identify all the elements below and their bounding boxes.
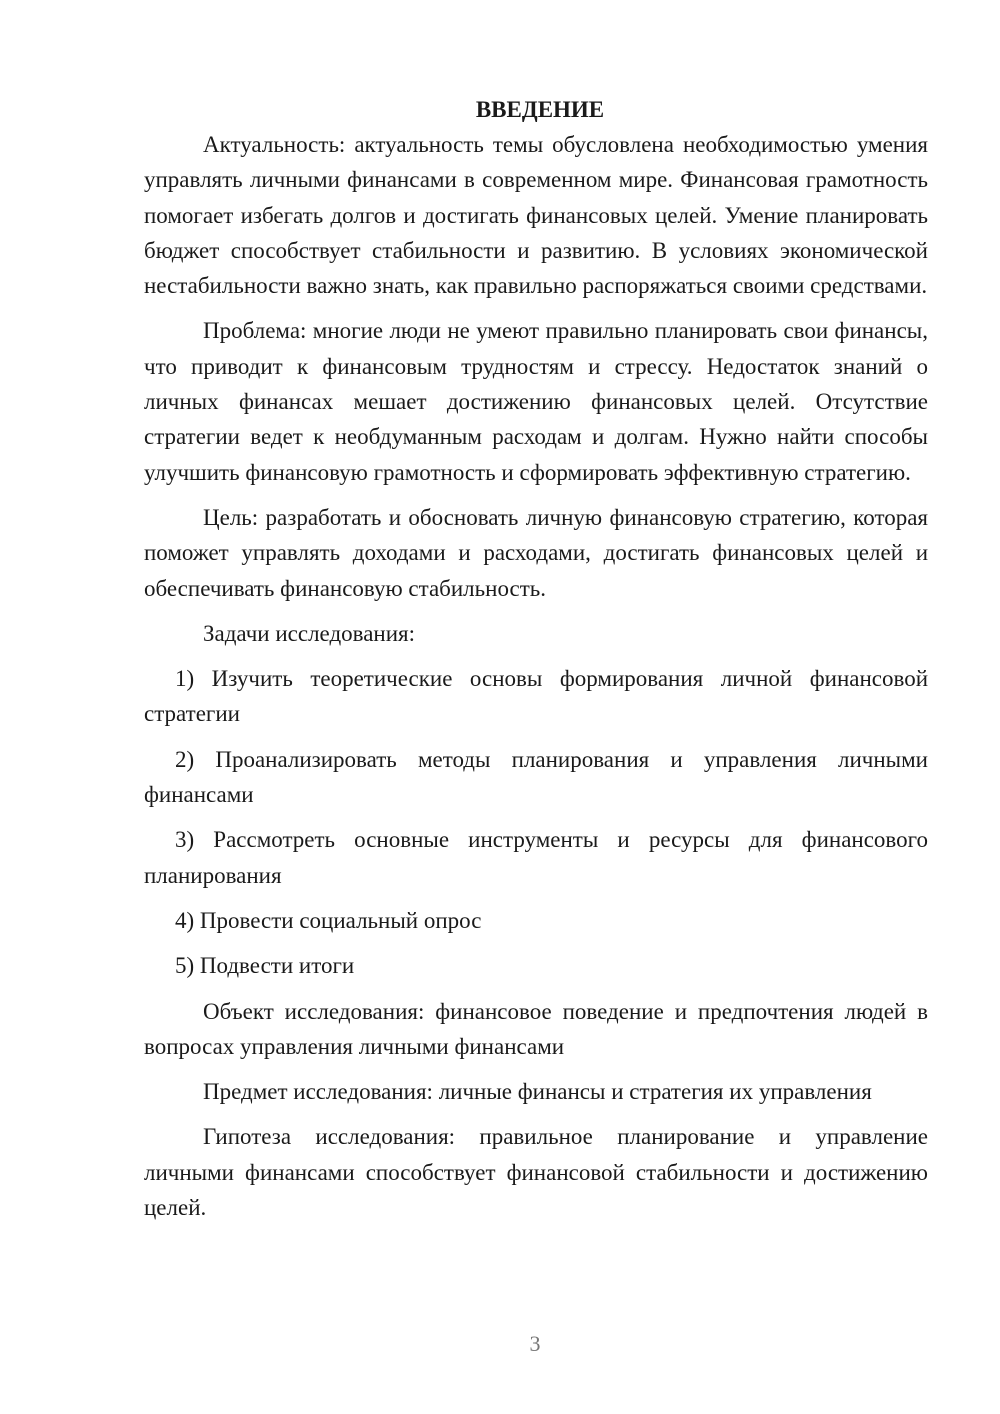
tasks-heading: Задачи исследования:: [203, 620, 416, 646]
task-item: 4) Провести социальный опрос: [175, 907, 482, 933]
subject-paragraph: Предмет исследования: личные финансы и стратегия их управления: [203, 1079, 872, 1105]
object-paragraph: Объект исследования: финансовое поведение и предпочтения людей в вопросах управления личными финансами: [144, 998, 928, 1059]
page-number: 3: [529, 1331, 541, 1356]
task-item: 2) Проанализировать методы планирования и управления личными финансами: [144, 746, 928, 808]
task-item: 3) Рассмотреть основные инструменты и ресурсы для финансового планирования: [144, 827, 928, 888]
problem-paragraph: Проблема: многие люди не умеют правильно планировать свои финансы, что приводит к финансовым трудностям и стрессу. Недостаток знаний о личных финансах мешает достижению финансовых целей. Отсутствие стратегии ведет к необдуманным расходам и долгам. Нужно найти способы улучшить финансовую грамотность и сформировать эффективную стратегию.: [144, 318, 928, 485]
actuality-paragraph: Актуальность: актуальность темы обусловлена необходимостью умения управлять личными финансами в современном мире. Финансовая грамотность помогает избегать долгов и достигать финансовых целей. Умение планировать бюджет способствует стабильности и развитию. В условиях экономической нестабильности важно знать, как правильно распоряжаться своими средствами.: [144, 132, 928, 299]
goal-paragraph: Цель: разработать и обосновать личную финансовую стратегию, которая поможет управлять доходами и расходами, достигать финансовых целей и обеспечивать финансовую стабильность.: [144, 504, 928, 601]
task-item: 5) Подвести итоги: [175, 953, 355, 979]
page-title: ВВЕДЕНИЕ: [475, 97, 605, 122]
hypothesis-paragraph: Гипотеза исследования: правильное планирование и управление личными финансами способствует финансовой стабильности и достижению целей.: [144, 1124, 928, 1221]
task-item: 1) Изучить теоретические основы формирования личной финансовой стратегии: [144, 666, 928, 727]
document-page: [144, 92, 928, 1235]
